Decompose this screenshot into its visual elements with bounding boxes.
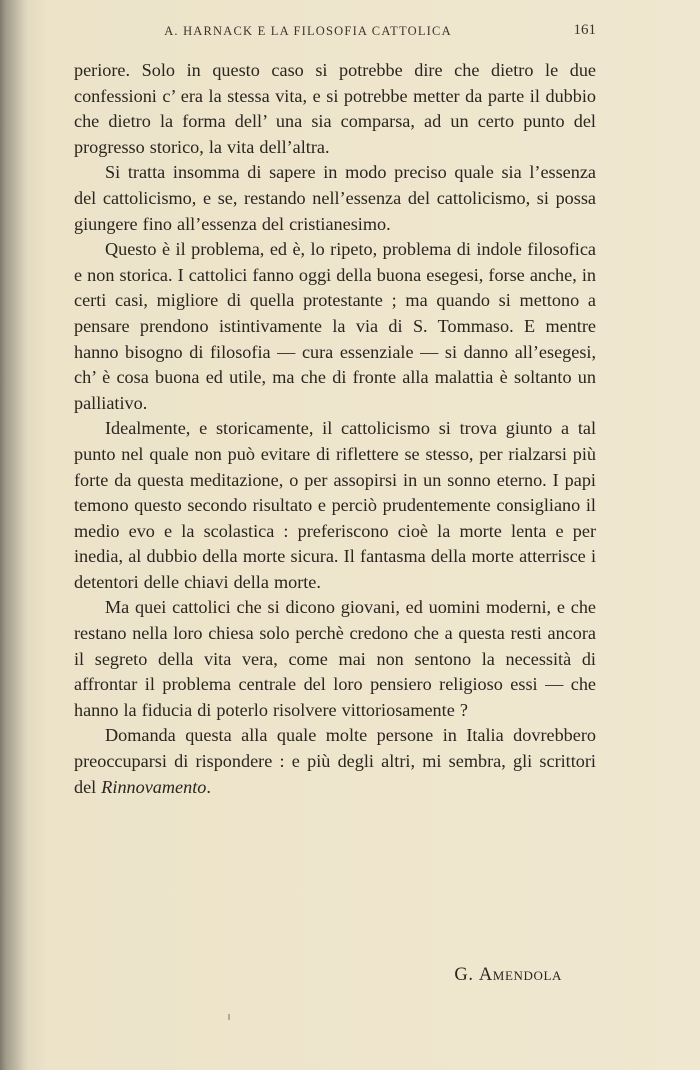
paragraph-1: periore. Solo in questo caso si potrebbe dire che dietro le due confessioni c’ era la stessa vita, e si potrebbe metter da parte il dubbio che dietro la forma dell’ una sia comparsa, ad un certo punto del progresso storico, la vita dell’altra. xyxy=(74,60,596,157)
author-signature xyxy=(454,965,562,986)
body-text xyxy=(74,58,596,800)
paragraph-2: Si tratta insomma di sapere in modo preciso quale sia l’essenza del cattolicismo, e se, restando nell’essenza del cattolicismo, si possa giungere fino all’essenza del cristianesimo. xyxy=(74,162,596,234)
running-head: A. HARNACK E LA FILOSOFIA CATTOLICA xyxy=(164,24,452,38)
signature-name: Amendola xyxy=(478,965,562,985)
signature-initial: G. xyxy=(454,965,474,985)
paragraph-6-text: Domanda questa alla quale molte persone in Italia dovrebbero preoccuparsi di rispondere : e più degli altri, mi sembra, gli scrittori del xyxy=(74,725,596,797)
page-number: 161 xyxy=(573,22,596,38)
paragraph-5: Ma quei cattolici che si dicono giovani, ed uomini moderni, e che restano nella loro chiesa solo perchè credono che a questa resti ancora il segreto della vita vera, come mai non sentono la necessità di affrontar il problema centrale del loro pensiero religioso essi — che hanno la fiducia di poterlo risolvere vittoriosamente ? xyxy=(74,597,596,720)
paragraph-4: Idealmente, e storicamente, il cattolicismo si trova giunto a tal punto nel quale non può evitare di riflettere se stesso, per rialzarsi più forte da questa meditazione, o per assopirsi in un sonno eterno. I papi temono questo secondo risultato e perciò prudentemente consigliano il medio evo e la scolastica : preferiscono cioè la morte lenta e per inedia, al dubbio della morte sicura. Il fantasma della morte atterrisce i detentori delle chiavi della morte. xyxy=(74,418,596,592)
paragraph-3: Questo è il problema, ed è, lo ripeto, problema di indole filosofica e non storica. I cattolici fanno oggi della buona esegesi, forse anche, in certi casi, migliore di quella protestante ; ma quando si mettono a pensare prendono istintivamente la via di S. Tommaso. E mentre hanno bisogno di filosofia — cura essenziale — si danno all’esegesi, ch’ è cosa buona ed utile, ma che di fronte alla malattia è soltanto un palliativo. xyxy=(74,239,596,413)
paper-speck xyxy=(228,1014,230,1020)
journal-title: Rinnovamento xyxy=(101,776,207,797)
gutter-shadow xyxy=(0,0,28,1070)
paragraph-6 xyxy=(74,723,596,800)
paragraph-6-end: . xyxy=(206,776,211,797)
page-header xyxy=(80,22,596,44)
